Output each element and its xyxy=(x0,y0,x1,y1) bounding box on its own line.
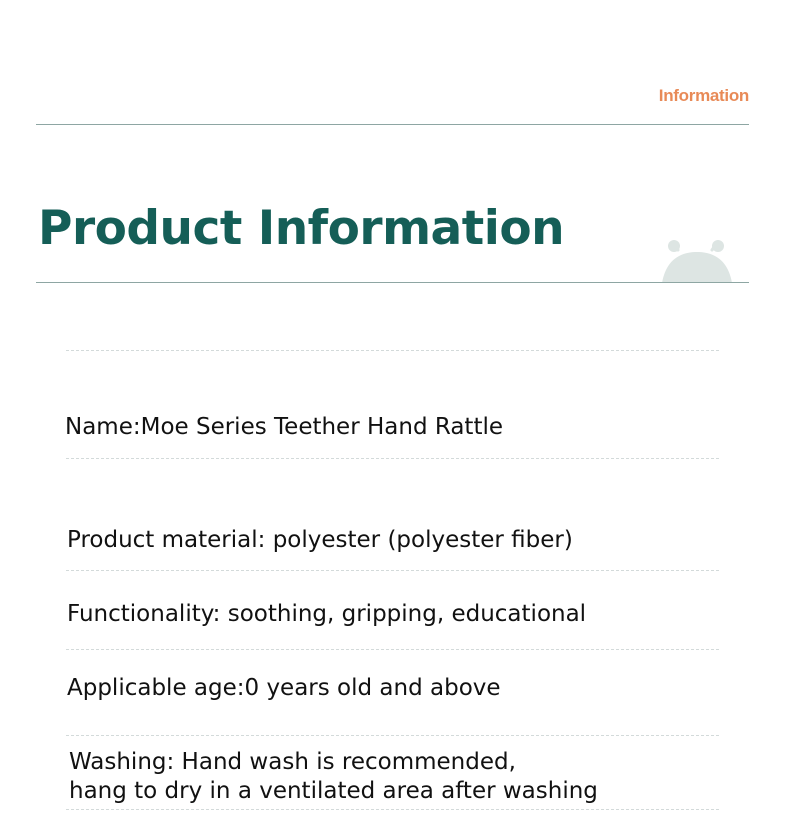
section-eyebrow-label: Information xyxy=(658,86,749,105)
product-functionality: Functionality: soothing, gripping, educational xyxy=(67,601,587,627)
dashed-divider xyxy=(66,809,719,810)
applicable-age: Applicable age:0 years old and above xyxy=(67,675,501,701)
washing-instructions-line-1: Washing: Hand wash is recommended, xyxy=(69,749,516,775)
dashed-divider xyxy=(66,649,719,650)
page-title: Product Information xyxy=(38,201,565,256)
title-divider xyxy=(36,282,749,283)
bug-mascot-icon xyxy=(660,238,734,283)
dashed-divider xyxy=(66,458,719,459)
top-divider xyxy=(36,124,749,125)
product-material: Product material: polyester (polyester fiber) xyxy=(67,527,573,553)
washing-instructions-line-2: hang to dry in a ventilated area after washing xyxy=(69,778,598,804)
dashed-divider xyxy=(66,570,719,571)
dashed-divider xyxy=(66,350,719,351)
dashed-divider xyxy=(66,735,719,736)
product-name: Name:Moe Series Teether Hand Rattle xyxy=(65,414,503,440)
